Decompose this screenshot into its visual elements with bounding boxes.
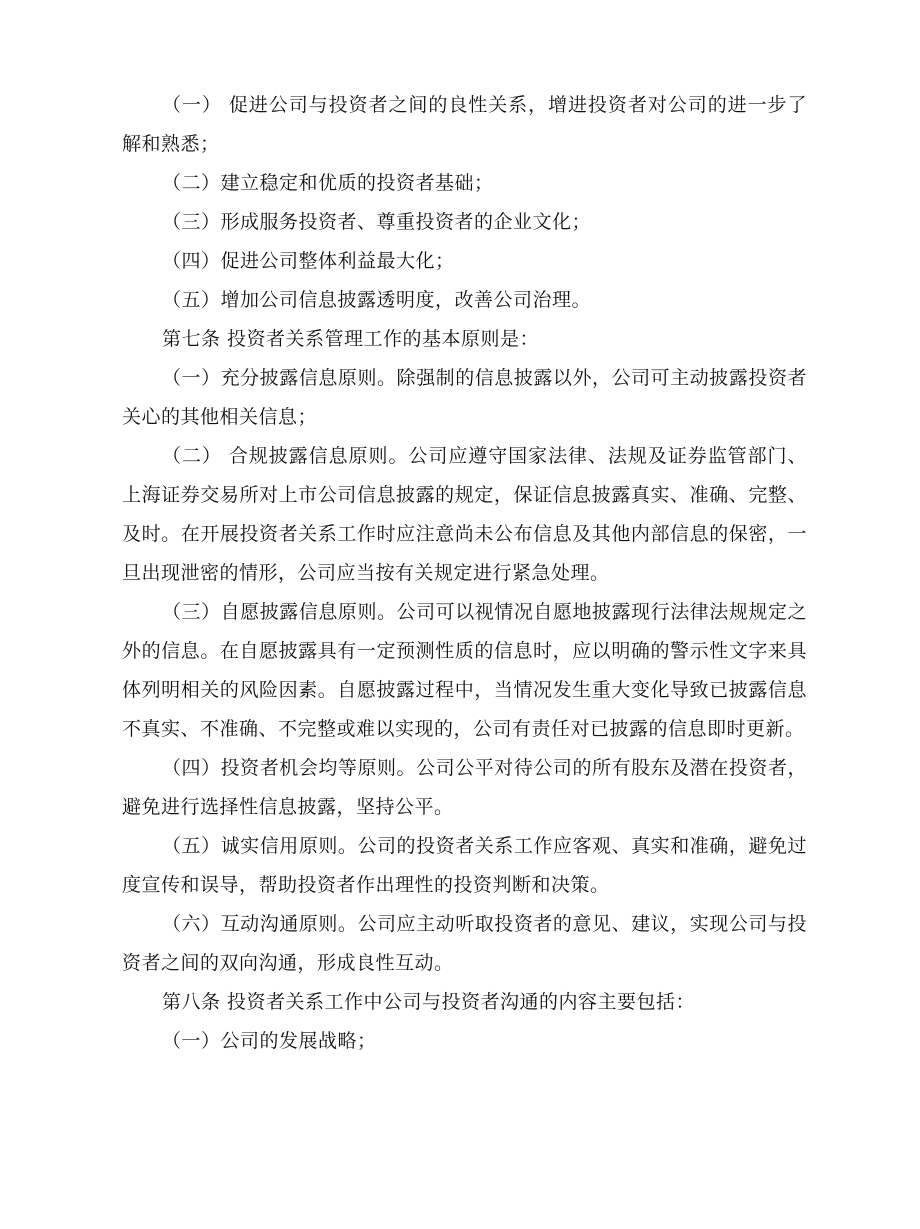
article-8-heading: 第八条 投资者关系工作中公司与投资者沟通的内容主要包括： [162,991,696,1013]
principle-5: （五）诚实信用原则。公司的投资者关系工作应客观、真实和准确，避免过度宣传和误导，帮助投资者作出理性的投资判断和决策。 [122,835,807,896]
paragraph-goal-1: （一） 促进公司与投资者之间的良性关系，增进投资者对公司的进一步了解和熟悉； [122,94,807,155]
paragraph-goal-5: （五）增加公司信息披露透明度，改善公司治理。 [162,289,592,311]
article-7-heading: 第七条 投资者关系管理工作的基本原则是： [162,328,540,350]
paragraph-goal-3: （三）形成服务投资者、尊重投资者的企业文化； [162,211,592,233]
paragraph-goal-2: （二）建立稳定和优质的投资者基础； [162,172,494,194]
principle-2: （二） 合规披露信息原则。公司应遵守国家法律、法规及证券监管部门、上海证券交易所对上市公司信息披露的规定，保证信息披露真实、准确、完整、及时。在开展投资者关系工作时应注意尚未公布信息及其他内部信息的保密，一旦出现泄密的情形，公司应当按有关规定进行紧急处理。 [122,445,807,584]
paragraph-goal-4: （四）促进公司整体利益最大化； [162,250,455,272]
content-item-1: （一）公司的发展战略； [162,1030,377,1052]
principle-1: （一）充分披露信息原则。除强制的信息披露以外，公司可主动披露投资者关心的其他相关信息； [122,367,807,428]
document-body [122,86,807,1061]
principle-4: （四）投资者机会均等原则。公司公平对待公司的所有股东及潜在投资者，避免进行选择性信息披露，坚持公平。 [122,757,807,818]
principle-3: （三）自愿披露信息原则。公司可以视情况自愿地披露现行法律法规规定之外的信息。在自愿披露具有一定预测性质的信息时，应以明确的警示性文字来具体列明相关的风险因素。自愿披露过程中，当情况发生重大变化导致已披露信息不真实、不准确、不完整或难以实现的，公司有责任对已披露的信息即时更新。 [122,601,807,740]
principle-6: （六）互动沟通原则。公司应主动听取投资者的意见、建议，实现公司与投资者之间的双向沟通，形成良性互动。 [122,913,807,974]
